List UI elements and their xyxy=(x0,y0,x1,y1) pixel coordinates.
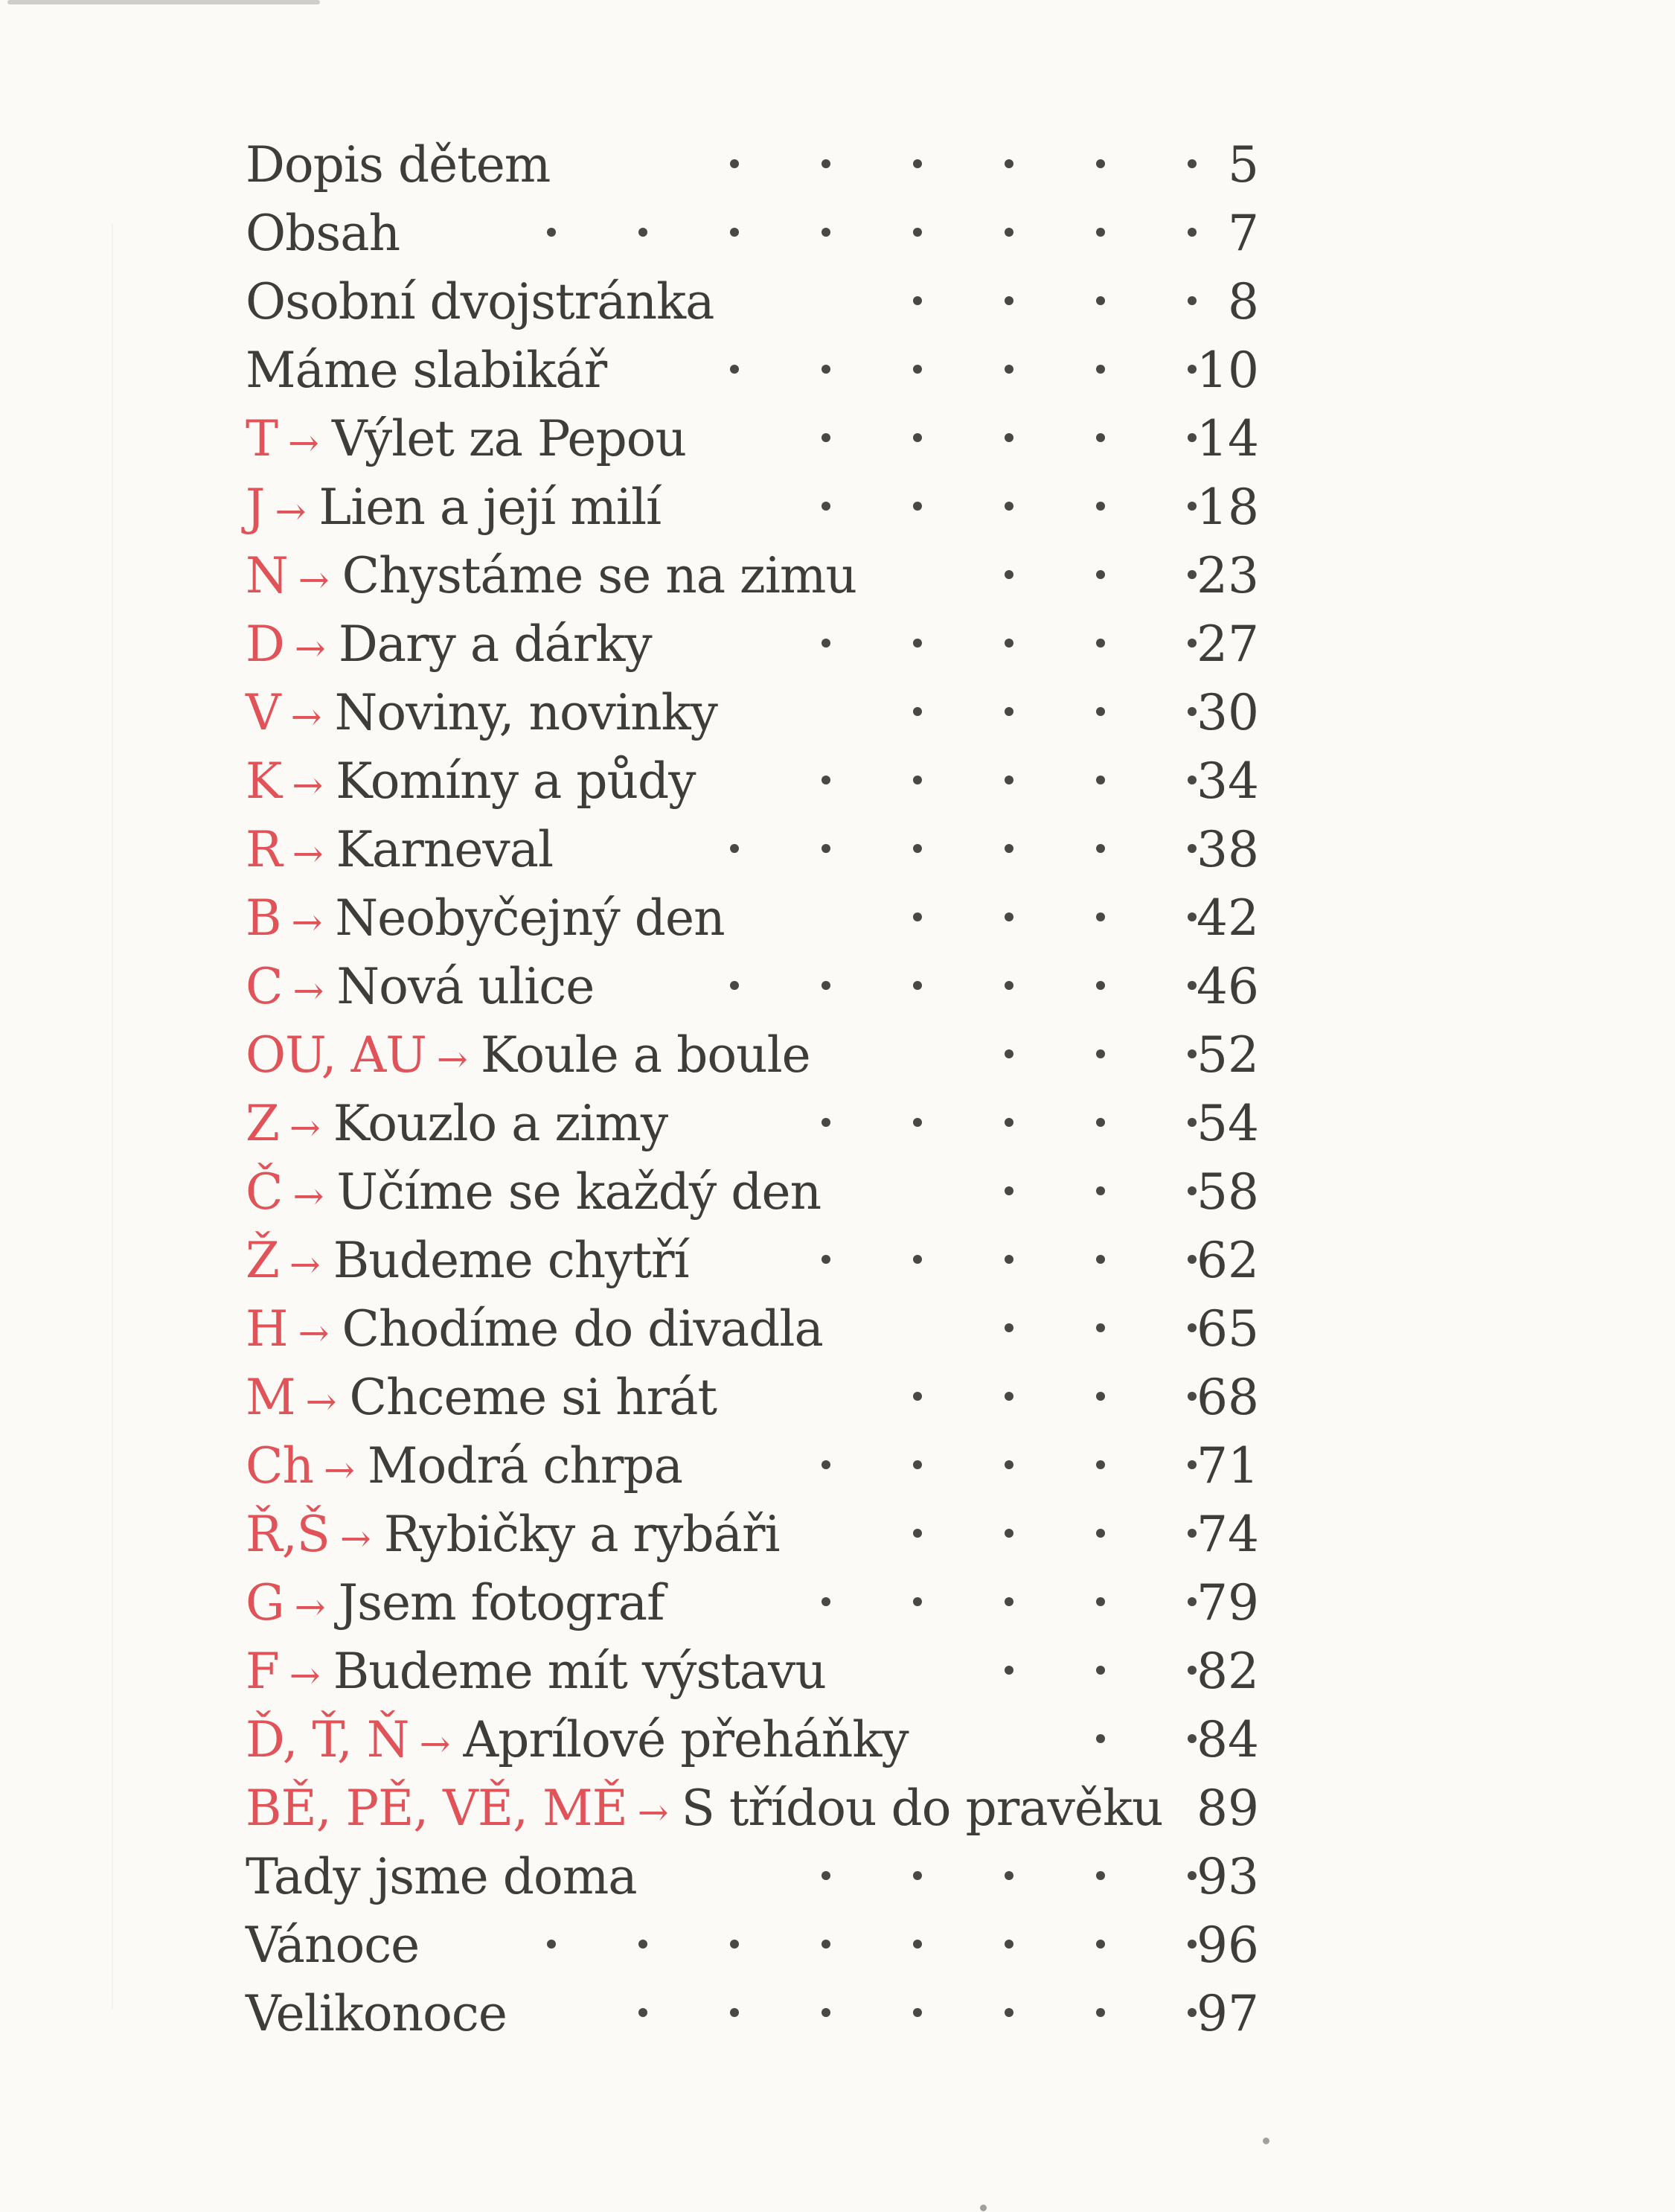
leader-dot xyxy=(1005,1871,1013,1880)
chapter-title: Modrá chrpa xyxy=(367,1437,682,1495)
leader-dot xyxy=(1188,159,1197,168)
chapter-title: Noviny, novinky xyxy=(334,684,717,741)
leader-dot xyxy=(1005,502,1013,511)
leader-dot xyxy=(1188,1734,1197,1743)
section-letters: K xyxy=(246,752,282,810)
page-number: 34 xyxy=(1197,752,1259,810)
chapter-title: Dary a dárky xyxy=(338,616,652,673)
page-number: 65 xyxy=(1197,1300,1259,1358)
scan-edge-artifact xyxy=(7,0,320,4)
toc-row xyxy=(246,610,1259,679)
arrow-icon: → xyxy=(289,1106,320,1149)
leader-dot xyxy=(1005,1186,1013,1195)
leader-dot xyxy=(1005,639,1013,648)
dot-leader xyxy=(662,610,1197,679)
section-letters: M xyxy=(246,1369,295,1426)
leader-dot xyxy=(822,502,830,511)
leader-dot xyxy=(913,502,922,511)
table-of-contents xyxy=(246,131,1259,2048)
chapter-title: Kouzlo a zimy xyxy=(333,1095,668,1152)
toc-row xyxy=(246,1227,1259,1295)
arrow-icon: → xyxy=(289,1654,320,1697)
leader-dot xyxy=(1188,912,1197,921)
leader-dot xyxy=(913,776,922,784)
leader-dot xyxy=(913,159,922,168)
leader-dot xyxy=(1005,365,1013,374)
dot-leader xyxy=(706,747,1197,816)
leader-dot xyxy=(1188,981,1197,990)
dot-leader xyxy=(831,1158,1197,1227)
leader-dot xyxy=(1188,1460,1197,1469)
section-letters: N xyxy=(246,547,288,604)
chapter-title: Lien a její milí xyxy=(318,479,662,536)
dot-leader xyxy=(675,1569,1197,1637)
page-number: 96 xyxy=(1197,1917,1259,1974)
dot-leader xyxy=(727,1364,1197,1432)
leader-dot xyxy=(1005,1597,1013,1606)
chapter-title: Aprílové přeháňky xyxy=(463,1711,909,1768)
leader-dot xyxy=(1096,228,1105,237)
chapter-title: Velikonoce xyxy=(246,1985,507,2042)
page-number: 68 xyxy=(1197,1369,1259,1426)
leader-dot xyxy=(1005,1392,1013,1401)
page-number: 62 xyxy=(1197,1232,1259,1289)
leader-dot xyxy=(913,1255,922,1264)
leader-dot xyxy=(1005,159,1013,168)
dot-leader xyxy=(1173,1774,1197,1843)
dot-leader xyxy=(678,1090,1197,1158)
page-number: 84 xyxy=(1197,1711,1259,1768)
leader-dot xyxy=(1096,502,1105,511)
leader-dot xyxy=(547,1940,556,1949)
leader-dot xyxy=(1005,1529,1013,1538)
arrow-icon: → xyxy=(436,1038,467,1081)
toc-row xyxy=(246,336,1259,405)
dot-leader xyxy=(617,336,1197,405)
page-number: 89 xyxy=(1197,1780,1259,1837)
toc-row xyxy=(246,131,1259,199)
leader-dot xyxy=(1096,1460,1105,1469)
section-letters: BĚ, PĚ, VĚ, MĚ xyxy=(246,1780,627,1837)
toc-row xyxy=(246,542,1259,610)
leader-dot xyxy=(822,1118,830,1127)
leader-dot xyxy=(1096,981,1105,990)
section-letters: Ch xyxy=(246,1437,314,1495)
chapter-title: Dopis dětem xyxy=(246,136,551,194)
leader-dot xyxy=(1096,912,1105,921)
leader-dot xyxy=(913,296,922,305)
leader-dot xyxy=(913,433,922,442)
dot-leader xyxy=(724,268,1197,336)
page-number: 23 xyxy=(1197,547,1259,604)
toc-row xyxy=(246,1500,1259,1569)
leader-dot xyxy=(730,159,739,168)
leader-dot xyxy=(1096,1940,1105,1949)
dot-leader xyxy=(560,131,1197,199)
leader-dot xyxy=(913,1529,922,1538)
leader-dot xyxy=(1188,365,1197,374)
leader-dot xyxy=(1005,1255,1013,1264)
leader-dot xyxy=(1188,1597,1197,1606)
toc-row xyxy=(246,884,1259,953)
leader-dot xyxy=(1096,433,1105,442)
leader-dot xyxy=(1005,570,1013,579)
leader-dot xyxy=(1005,1460,1013,1469)
arrow-icon: → xyxy=(288,421,318,464)
arrow-icon: → xyxy=(305,1380,336,1423)
section-letters: Č xyxy=(246,1163,283,1221)
leader-dot xyxy=(730,2008,739,2017)
dot-leader xyxy=(836,1637,1197,1706)
leader-dot xyxy=(913,365,922,374)
leader-dot xyxy=(822,844,830,853)
arrow-icon: → xyxy=(294,627,325,670)
scan-speck xyxy=(980,2205,987,2211)
dot-leader xyxy=(821,1021,1197,1090)
toc-row xyxy=(246,1843,1259,1911)
chapter-title: S třídou do pravěku xyxy=(681,1780,1163,1837)
leader-dot xyxy=(1005,433,1013,442)
scan-speck xyxy=(1263,2138,1269,2144)
toc-row xyxy=(246,1637,1259,1706)
leader-dot xyxy=(730,365,739,374)
leader-dot xyxy=(1005,844,1013,853)
page-number: 97 xyxy=(1197,1985,1259,2042)
section-letters: G xyxy=(246,1574,284,1631)
leader-dot xyxy=(1005,1118,1013,1127)
leader-dot xyxy=(730,844,739,853)
leader-dot xyxy=(1005,707,1013,716)
arrow-icon: → xyxy=(324,1448,354,1492)
arrow-icon: → xyxy=(339,1517,371,1560)
section-letters: OU, AU xyxy=(246,1026,426,1084)
chapter-title: Koule a boule xyxy=(480,1026,810,1084)
leader-dot xyxy=(1096,1392,1105,1401)
page-number: 38 xyxy=(1197,821,1259,878)
toc-row xyxy=(246,1364,1259,1432)
chapter-title: Komíny a půdy xyxy=(336,752,696,810)
leader-dot xyxy=(547,228,556,237)
toc-row xyxy=(246,1432,1259,1500)
toc-row xyxy=(246,1569,1259,1637)
leader-dot xyxy=(1188,1529,1197,1538)
leader-dot xyxy=(822,776,830,784)
chapter-title: Rybičky a rybáři xyxy=(383,1506,780,1563)
arrow-icon: → xyxy=(298,558,329,601)
leader-dot xyxy=(822,1871,830,1880)
leader-dot xyxy=(638,228,647,237)
page-number: 71 xyxy=(1197,1437,1259,1495)
leader-dot xyxy=(1005,1049,1013,1058)
leader-dot xyxy=(638,2008,647,2017)
leader-dot xyxy=(822,365,830,374)
dot-leader xyxy=(563,816,1197,884)
arrow-icon: → xyxy=(290,695,321,738)
leader-dot xyxy=(913,707,922,716)
leader-dot xyxy=(1005,776,1013,784)
leader-dot xyxy=(822,1255,830,1264)
chapter-title: Neobyčejný den xyxy=(335,889,725,947)
leader-dot xyxy=(822,228,830,237)
leader-dot xyxy=(1188,707,1197,716)
arrow-icon: → xyxy=(292,969,324,1012)
chapter-title: Nová ulice xyxy=(336,958,595,1015)
leader-dot xyxy=(1096,1529,1105,1538)
section-letters: T xyxy=(246,410,278,467)
chapter-title: Máme slabikář xyxy=(246,342,607,399)
leader-dot xyxy=(1188,1871,1197,1880)
section-letters: Ž xyxy=(246,1232,279,1289)
leader-dot xyxy=(1005,912,1013,921)
leader-dot xyxy=(730,228,739,237)
page-number: 82 xyxy=(1197,1643,1259,1700)
arrow-icon: → xyxy=(637,1791,668,1834)
leader-dot xyxy=(1005,2008,1013,2017)
leader-dot xyxy=(1188,1940,1197,1949)
toc-row xyxy=(246,747,1259,816)
leader-dot xyxy=(730,1940,739,1949)
toc-row xyxy=(246,1295,1259,1364)
section-letters: C xyxy=(246,958,283,1015)
chapter-title: Výlet za Pepou xyxy=(331,410,686,467)
leader-dot xyxy=(1188,2008,1197,2017)
leader-dot xyxy=(1096,1597,1105,1606)
leader-dot xyxy=(1096,1255,1105,1264)
leader-dot xyxy=(913,1118,922,1127)
chapter-title: Chodíme do divadla xyxy=(342,1300,823,1358)
toc-row xyxy=(246,473,1259,542)
toc-row xyxy=(246,679,1259,747)
leader-dot xyxy=(913,2008,922,2017)
page-number: 14 xyxy=(1197,410,1259,467)
leader-dot xyxy=(638,1940,647,1949)
section-letters: H xyxy=(246,1300,288,1358)
leader-dot xyxy=(913,1392,922,1401)
leader-dot xyxy=(1188,776,1197,784)
leader-dot xyxy=(1188,296,1197,305)
dot-leader xyxy=(693,1432,1197,1500)
section-letters: F xyxy=(246,1643,279,1700)
arrow-icon: → xyxy=(275,490,306,533)
dot-leader xyxy=(867,542,1197,610)
leader-dot xyxy=(1188,570,1197,579)
dot-leader xyxy=(647,1843,1197,1911)
leader-dot xyxy=(1188,639,1197,648)
leader-dot xyxy=(913,1871,922,1880)
leader-dot xyxy=(1096,1118,1105,1127)
arrow-icon: → xyxy=(291,901,322,944)
chapter-title: Budeme mít výstavu xyxy=(333,1643,826,1700)
leader-dot xyxy=(1005,1940,1013,1949)
leader-dot xyxy=(1188,1323,1197,1332)
leader-dot xyxy=(1096,707,1105,716)
leader-dot xyxy=(1096,1734,1105,1743)
dot-leader xyxy=(919,1706,1197,1774)
leader-dot xyxy=(1005,1666,1013,1675)
arrow-icon: → xyxy=(292,1174,324,1218)
chapter-title: Osobní dvojstránka xyxy=(246,273,714,330)
leader-dot xyxy=(822,2008,830,2017)
leader-dot xyxy=(1188,502,1197,511)
page-number: 30 xyxy=(1197,684,1259,741)
toc-row xyxy=(246,1021,1259,1090)
arrow-icon: → xyxy=(294,1585,325,1628)
chapter-title: Chceme si hrát xyxy=(349,1369,717,1426)
toc-row xyxy=(246,953,1259,1021)
page-number: 79 xyxy=(1197,1574,1259,1631)
section-letters: B xyxy=(246,889,281,947)
page-number: 54 xyxy=(1197,1095,1259,1152)
chapter-title: Karneval xyxy=(336,821,554,878)
dot-leader xyxy=(671,473,1197,542)
page-number: 93 xyxy=(1197,1848,1259,1905)
leader-dot xyxy=(822,639,830,648)
toc-row xyxy=(246,1706,1259,1774)
leader-dot xyxy=(913,1940,922,1949)
leader-dot xyxy=(1096,159,1105,168)
page-number: 42 xyxy=(1197,889,1259,947)
page-number: 52 xyxy=(1197,1026,1259,1084)
page-number: 74 xyxy=(1197,1506,1259,1563)
section-letters: J xyxy=(246,479,265,536)
leader-dot xyxy=(730,981,739,990)
page-number: 10 xyxy=(1197,342,1259,399)
leader-dot xyxy=(1096,1666,1105,1675)
page-number: 8 xyxy=(1228,273,1259,330)
leader-dot xyxy=(1188,1392,1197,1401)
dot-leader xyxy=(696,405,1197,473)
toc-row xyxy=(246,1774,1259,1843)
dot-leader xyxy=(429,1911,1197,1980)
leader-dot xyxy=(913,912,922,921)
page-crease xyxy=(112,223,113,2010)
dot-leader xyxy=(833,1295,1197,1364)
leader-dot xyxy=(1188,844,1197,853)
page-number: 46 xyxy=(1197,958,1259,1015)
leader-dot xyxy=(1188,433,1197,442)
leader-dot xyxy=(913,981,922,990)
toc-row xyxy=(246,405,1259,473)
leader-dot xyxy=(1188,1255,1197,1264)
leader-dot xyxy=(1096,365,1105,374)
dot-leader xyxy=(517,1980,1197,2048)
chapter-title: Chystáme se na zimu xyxy=(342,547,857,604)
leader-dot xyxy=(1188,1666,1197,1675)
section-letters: R xyxy=(246,821,282,878)
chapter-title: Jsem fotograf xyxy=(338,1574,664,1631)
page-number: 5 xyxy=(1228,136,1259,194)
leader-dot xyxy=(1096,570,1105,579)
leader-dot xyxy=(913,844,922,853)
page-number: 7 xyxy=(1228,205,1259,262)
leader-dot xyxy=(1096,844,1105,853)
section-letters: D xyxy=(246,616,284,673)
toc-row xyxy=(246,199,1259,268)
toc-row xyxy=(246,1090,1259,1158)
arrow-icon: → xyxy=(292,832,323,875)
toc-row xyxy=(246,1911,1259,1980)
page-number: 58 xyxy=(1197,1163,1259,1221)
leader-dot xyxy=(1005,1323,1013,1332)
leader-dot xyxy=(1096,1871,1105,1880)
leader-dot xyxy=(1096,1323,1105,1332)
chapter-title: Vánoce xyxy=(246,1917,420,1974)
toc-row xyxy=(246,816,1259,884)
leader-dot xyxy=(913,1597,922,1606)
section-letters: V xyxy=(246,684,281,741)
dot-leader xyxy=(410,199,1197,268)
leader-dot xyxy=(822,433,830,442)
leader-dot xyxy=(822,1460,830,1469)
section-letters: Ř,Š xyxy=(246,1506,330,1563)
arrow-icon: → xyxy=(298,1311,329,1355)
leader-dot xyxy=(913,228,922,237)
leader-dot xyxy=(1188,1186,1197,1195)
leader-dot xyxy=(913,1460,922,1469)
chapter-title: Učíme se každý den xyxy=(336,1163,822,1221)
leader-dot xyxy=(1188,1049,1197,1058)
leader-dot xyxy=(1096,1049,1105,1058)
arrow-icon: → xyxy=(289,1243,320,1286)
dot-leader xyxy=(790,1500,1197,1569)
toc-row xyxy=(246,1158,1259,1227)
page-number: 27 xyxy=(1197,616,1259,673)
leader-dot xyxy=(913,639,922,648)
leader-dot xyxy=(1096,2008,1105,2017)
leader-dot xyxy=(1188,228,1197,237)
dot-leader xyxy=(604,953,1197,1021)
leader-dot xyxy=(1096,296,1105,305)
leader-dot xyxy=(1005,981,1013,990)
leader-dot xyxy=(1096,1186,1105,1195)
dot-leader xyxy=(735,884,1197,953)
chapter-title: Budeme chytří xyxy=(333,1232,689,1289)
dot-leader xyxy=(699,1227,1197,1295)
section-letters: Ď, Ť, Ň xyxy=(246,1711,409,1768)
leader-dot xyxy=(1005,296,1013,305)
leader-dot xyxy=(1005,228,1013,237)
chapter-title: Tady jsme doma xyxy=(246,1848,637,1905)
arrow-icon: → xyxy=(292,764,323,807)
leader-dot xyxy=(822,981,830,990)
leader-dot xyxy=(1188,1118,1197,1127)
dot-leader xyxy=(728,679,1197,747)
section-letters: Z xyxy=(246,1095,279,1152)
leader-dot xyxy=(822,1940,830,1949)
page-number: 18 xyxy=(1197,479,1259,536)
toc-row xyxy=(246,1980,1259,2048)
leader-dot xyxy=(1096,639,1105,648)
leader-dot xyxy=(822,159,830,168)
leader-dot xyxy=(1096,776,1105,784)
chapter-title: Obsah xyxy=(246,205,400,262)
leader-dot xyxy=(822,1597,830,1606)
toc-row xyxy=(246,268,1259,336)
arrow-icon: → xyxy=(419,1722,450,1765)
